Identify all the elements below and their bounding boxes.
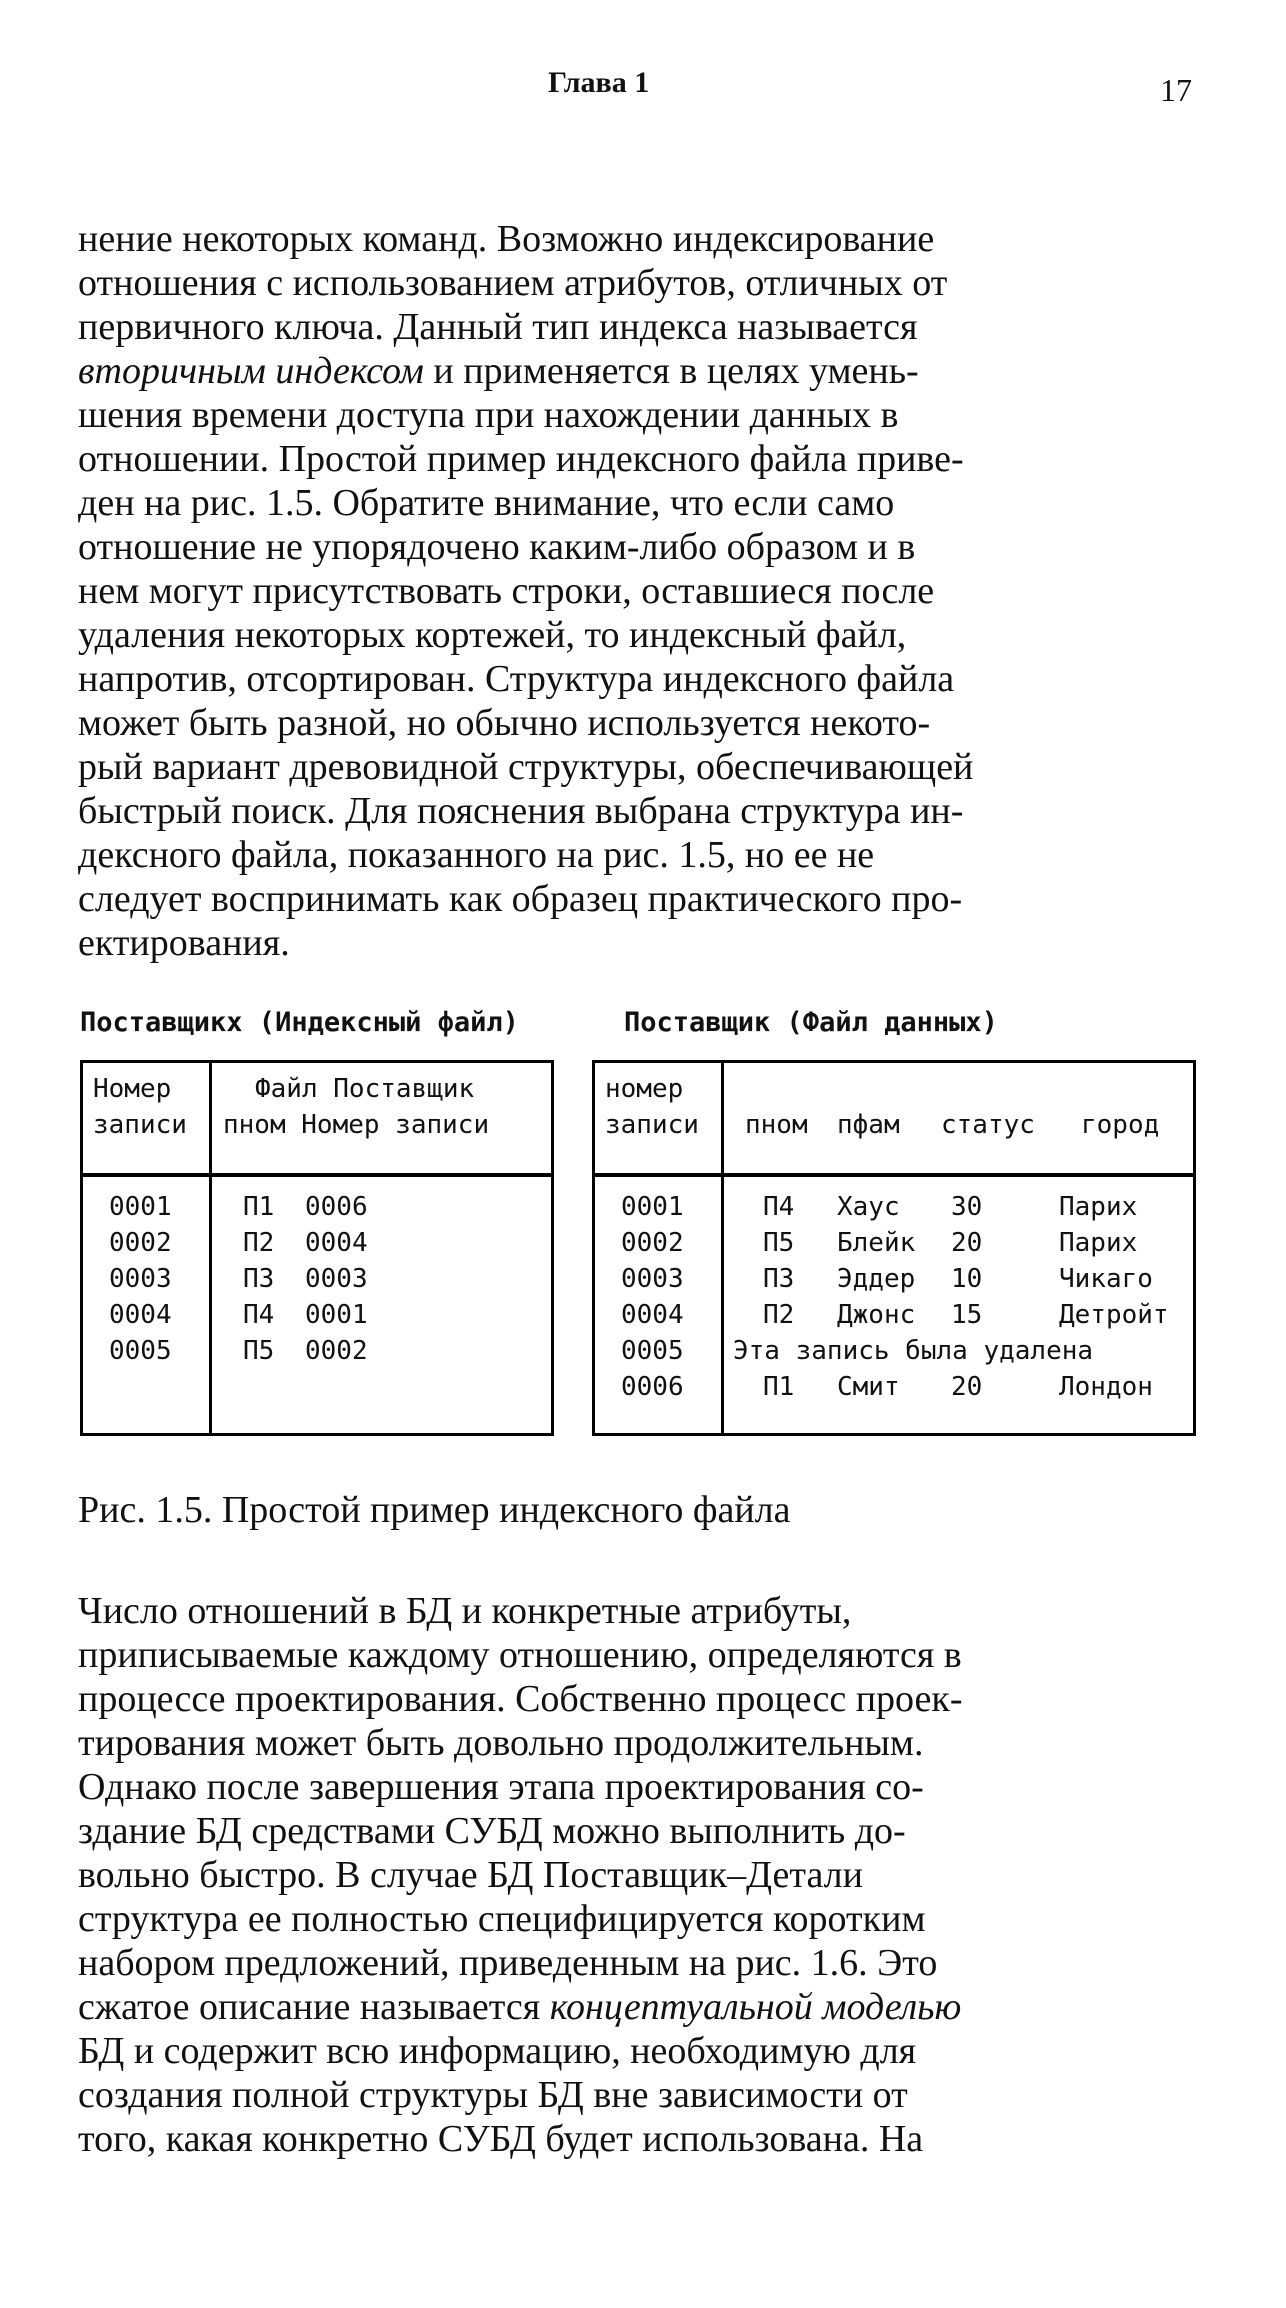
- paragraph-1-line: отношения с использованием атрибутов, отличных от: [78, 262, 948, 304]
- data-pfam: Джонс: [837, 1300, 916, 1330]
- index-pnom: П4: [243, 1300, 275, 1330]
- data-record-number: 0006: [621, 1372, 684, 1402]
- data-pfam: Блейк: [837, 1228, 916, 1258]
- header-file-supplier: Файл Поставщик: [255, 1074, 475, 1104]
- page-number: 17: [1160, 72, 1192, 108]
- header-record-line2: записи: [93, 1110, 187, 1140]
- data-pnom: П3: [763, 1264, 795, 1294]
- paragraph-2-line: структура ее полностью специфицируется коротким: [78, 1898, 926, 1940]
- index-file-caption: Поставщикх (Индексный файл): [80, 1007, 519, 1038]
- index-record-ref: 0003: [305, 1264, 368, 1294]
- paragraph-2-line: тирования может быть довольно продолжительным.: [78, 1722, 924, 1764]
- data-file-caption: Поставщик (Файл данных): [624, 1007, 998, 1038]
- header-status: статус: [941, 1110, 1035, 1140]
- data-city: Лондон: [1059, 1372, 1153, 1402]
- data-status: 15: [951, 1300, 983, 1330]
- paragraph-1-line: нем могут присутствовать строки, оставшиеся после: [78, 570, 935, 612]
- paragraph-2-line: здание БД средствами СУБД можно выполнить до-: [78, 1810, 906, 1852]
- paragraph-1-line: напротив, отсортирован. Структура индексного файла: [78, 658, 955, 700]
- italic-term: вторичным индексом: [78, 350, 424, 392]
- header-record-line2: записи: [605, 1110, 699, 1140]
- paragraph-1-line: отношении. Простой пример индексного файла приве-: [78, 438, 964, 480]
- paragraph-2-line: вольно быстро. В случае БД Поставщик–Детали: [78, 1854, 863, 1896]
- paragraph-1-line: вторичным индексом и применяется в целях умень-: [78, 350, 919, 392]
- data-city: Детройт: [1059, 1300, 1169, 1330]
- data-city: Парих: [1059, 1192, 1138, 1222]
- data-pfam: Смит: [837, 1372, 900, 1402]
- header-pnom: пном: [745, 1110, 808, 1140]
- figure-caption: Рис. 1.5. Простой пример индексного файла: [78, 1489, 791, 1531]
- index-record-ref: 0004: [305, 1228, 368, 1258]
- header-city: город: [1081, 1110, 1160, 1140]
- paragraph-1: [78, 217, 1208, 965]
- header-record-line1: Номер: [93, 1074, 172, 1104]
- paragraph-2-line: того, какая конкретно СУБД будет использована. На: [78, 2118, 924, 2160]
- data-pnom: П1: [763, 1372, 795, 1402]
- index-pnom: П1: [243, 1192, 275, 1222]
- paragraph-1-line: ден на рис. 1.5. Обратите внимание, что если само: [78, 482, 895, 524]
- data-record-number: 0004: [621, 1300, 684, 1330]
- data-city: Чикаго: [1059, 1264, 1153, 1294]
- index-record-number: 0003: [109, 1264, 172, 1294]
- header-divider: [595, 1173, 1193, 1177]
- paragraph-1-line: следует воспринимать как образец практического про-: [78, 878, 963, 920]
- data-status: 20: [951, 1372, 983, 1402]
- paragraph-2-line: Число отношений в БД и конкретные атрибуты,: [78, 1590, 852, 1632]
- data-pnom: П5: [763, 1228, 795, 1258]
- italic-term: концептуальной моделью: [549, 1986, 962, 2028]
- paragraph-2-line: сжатое описание называется концептуальной моделью: [78, 1986, 962, 2028]
- header-pnom-record: пном Номер записи: [223, 1110, 490, 1140]
- data-record-number: 0003: [621, 1264, 684, 1294]
- index-record-number: 0005: [109, 1336, 172, 1366]
- paragraph-1-line: нение некоторых команд. Возможно индексирование: [78, 218, 935, 260]
- index-pnom: П3: [243, 1264, 275, 1294]
- header-divider: [83, 1173, 551, 1177]
- data-record-number: 0001: [621, 1192, 684, 1222]
- paragraph-2: [78, 1589, 1208, 2161]
- paragraph-1-line: быстрый поиск. Для пояснения выбрана структура ин-: [78, 790, 964, 832]
- data-pfam: Хаус: [837, 1192, 900, 1222]
- header-pfam: пфам: [837, 1110, 900, 1140]
- data-file-table: [592, 1060, 1196, 1436]
- paragraph-2-line: приписываемые каждому отношению, определяются в: [78, 1634, 962, 1676]
- paragraph-1-line: удаления некоторых кортежей, то индексный файл,: [78, 614, 907, 656]
- paragraph-1-line: отношение не упорядочено каким-либо образом и в: [78, 526, 916, 568]
- paragraph-1-line: рый вариант древовидной структуры, обеспечивающей: [78, 746, 974, 788]
- column-divider: [209, 1063, 212, 1433]
- index-record-number: 0001: [109, 1192, 172, 1222]
- data-city: Парих: [1059, 1228, 1138, 1258]
- paragraph-1-line: первичного ключа. Данный тип индекса называется: [78, 306, 918, 348]
- paragraph-1-line: может быть разной, но обычно используется некото-: [78, 702, 931, 744]
- paragraph-1-line: ектирования.: [78, 922, 290, 964]
- deleted-row-note: Эта запись была удалена: [733, 1336, 1094, 1366]
- paragraph-2-line: процессе проектирования. Собственно процесс проек-: [78, 1678, 963, 1720]
- data-status: 10: [951, 1264, 983, 1294]
- index-record-ref: 0001: [305, 1300, 368, 1330]
- paragraph-2-line: создания полной структуры БД вне зависимости от: [78, 2074, 908, 2116]
- paragraph-2-line: Однако после завершения этапа проектирования со-: [78, 1766, 924, 1808]
- index-file-table: [80, 1060, 554, 1436]
- header-record-line1: номер: [605, 1074, 684, 1104]
- index-pnom: П2: [243, 1228, 275, 1258]
- data-pnom: П2: [763, 1300, 795, 1330]
- index-record-ref: 0006: [305, 1192, 368, 1222]
- paragraph-2-line: БД и содержит всю информацию, необходимую для: [78, 2030, 917, 2072]
- data-pfam: Эддер: [837, 1264, 916, 1294]
- data-pnom: П4: [763, 1192, 795, 1222]
- data-status: 30: [951, 1192, 983, 1222]
- index-record-number: 0004: [109, 1300, 172, 1330]
- chapter-header: Глава 1: [548, 66, 650, 99]
- index-pnom: П5: [243, 1336, 275, 1366]
- column-divider: [721, 1063, 724, 1433]
- data-status: 20: [951, 1228, 983, 1258]
- index-record-number: 0002: [109, 1228, 172, 1258]
- index-record-ref: 0002: [305, 1336, 368, 1366]
- paragraph-1-line: дексного файла, показанного на рис. 1.5, но ее не: [78, 834, 875, 876]
- paragraph-1-line: шения времени доступа при нахождении данных в: [78, 394, 899, 436]
- paragraph-2-line: набором предложений, приведенным на рис. 1.6. Это: [78, 1942, 938, 1984]
- data-record-number: 0005: [621, 1336, 684, 1366]
- data-record-number: 0002: [621, 1228, 684, 1258]
